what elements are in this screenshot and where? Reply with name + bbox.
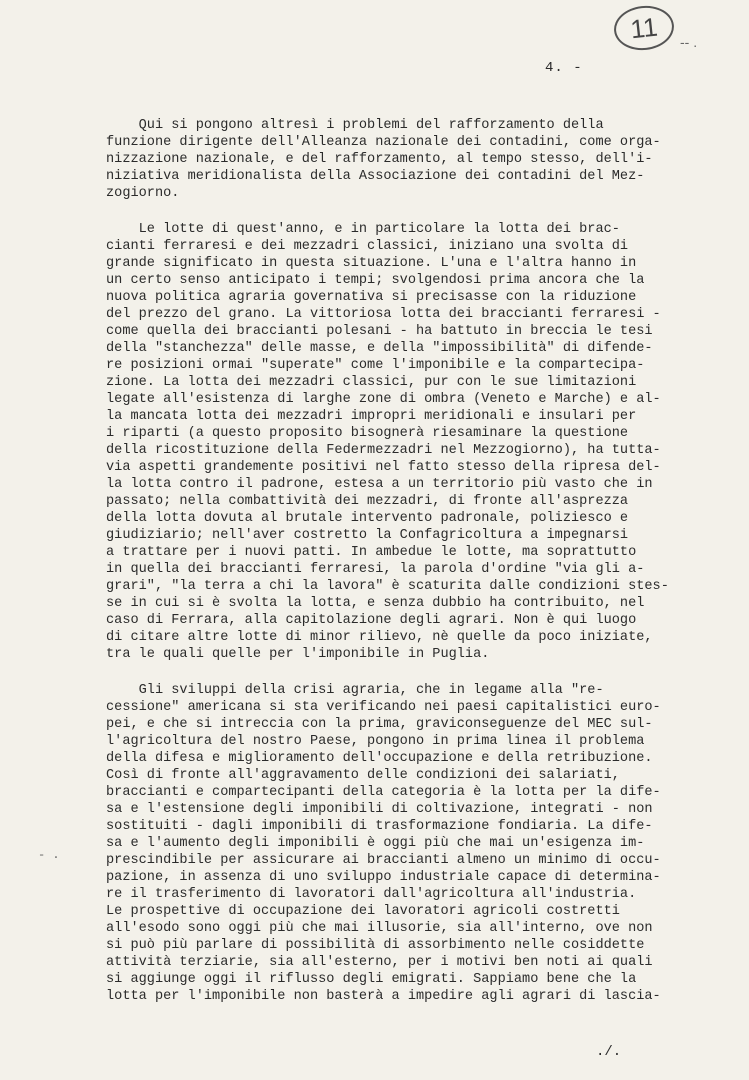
text-line: di citare altre lotte di minor rilievo, nè quelle da poco iniziate, [106,630,653,645]
stamp-number: 11 [628,11,659,44]
text-line: cianti ferraresi e dei mezzadri classici, iniziano una svolta di [106,239,629,254]
text-line: re il trasferimento di lavoratori dall'agricoltura all'industria. [106,887,637,902]
text-line: nuova politica agraria governativa si precisasse con la riduzione [106,290,637,305]
text-line: re posizioni ormai "superate" come l'imponibile e la compartecipa- [106,358,645,373]
text-line: l'agricoltura del nostro Paese, pongono in prima linea il problema [106,734,645,749]
text-line: come quella dei braccianti polesani - ha battuto in breccia le tesi [106,324,653,339]
text-line: la mancata lotta dei mezzadri impropri meridionali e insulari per [106,409,637,424]
text-line: passato; nella combattività dei mezzadri, di fronte all'asprezza [106,494,629,509]
text-line: Così di fronte all'aggravamento delle condizioni dei salariati, [106,768,620,783]
text-line: via aspetti grandemente positivi nel fatto stesso della ripresa del- [106,460,661,475]
text-line: tra le quali quelle per l'imponibile in Puglia. [106,647,490,662]
archive-page-stamp [612,3,676,53]
continuation-mark: ./. [596,1044,622,1060]
text-line: zogiorno. [106,186,180,201]
text-line: braccianti e compartecipanti della categoria è la lotta per la dife- [106,785,661,800]
text-line: sa e l'aumento degli imponibili è oggi più che mai un'esigenza im- [106,836,645,851]
text-line: a trattare per i nuovi patti. In ambedue le lotte, ma soprattutto [106,545,637,560]
text-line: della lotta dovuta al brutale intervento padronale, poliziesco e [106,511,629,526]
text-line: lotta per l'imponibile non basterà a impedire agli agrari di lascia- [106,989,661,1004]
text-line: del prezzo del grano. La vittoriosa lotta dei braccianti ferraresi - [106,307,661,322]
text-line: in quella dei braccianti ferraresi, la parola d'ordine "via gli a- [106,562,645,577]
text-line: cessione" americana si sta verificando nei paesi capitalistici euro- [106,700,661,715]
text-line: grari", "la terra a chi la lavora" è scaturita dalle condizioni stes- [106,579,669,594]
text-line: all'esodo sono oggi più che mai illusorie, sia all'interno, ove non [106,921,653,936]
text-line: funzione dirigente dell'Alleanza nazionale dei contadini, come orga- [106,135,661,150]
text-line: legate all'esistenza di larghe zone di ombra (Veneto e Marche) e al- [106,392,661,407]
text-line: Gli sviluppi della crisi agraria, che in legame alla "re- [106,683,604,698]
text-line: Le prospettive di occupazione dei lavoratori agricoli costretti [106,904,620,919]
text-line: sostituiti - dagli imponibili di trasformazione fondiaria. La dife- [106,819,653,834]
text-line: Qui si pongono altresì i problemi del rafforzamento della [106,118,604,133]
paragraph-gap [106,202,706,221]
text-line: attività terziarie, sia all'esterno, per i motivi ben noti ai quali [106,955,653,970]
text-line: si può più parlare di possibilità di assorbimento nelle cosiddette [106,938,645,953]
text-line: grande significato in questa situazione. L'una e l'altra hanno in [106,256,637,271]
text-line: si aggiunge oggi il riflusso degli emigrati. Sappiamo bene che la [106,972,637,987]
text-line: giudiziario; nell'aver costretto la Confagricoltura a impegnarsi [106,528,629,543]
text-line: niziativa meridionalista della Associazione dei contadini del Mez- [106,169,645,184]
stamp-mark: -- . [680,34,698,50]
text-line: caso di Ferrara, alla capitolazione degli agrari. Non è qui luogo [106,613,637,628]
text-line: i riparti (a questo proposito bisognerà riesaminare la questione [106,426,629,441]
text-line: prescindibile per assicurare ai braccianti almeno un minimo di occu- [106,853,661,868]
text-line: pazione, in assenza di uno sviluppo industriale capace di determina- [106,870,661,885]
paragraph-gap [106,663,706,682]
typed-body-text [106,117,706,1005]
text-line: sa e l'estensione degli imponibili di coltivazione, integrati - non [106,802,653,817]
text-line: nizzazione nazionale, e del rafforzamento, al tempo stesso, dell'i- [106,152,653,167]
text-line: della difesa e miglioramento dell'occupazione e della retribuzione. [106,751,653,766]
text-line: se in cui si è svolta la lotta, e senza dubbio ha contribuito, nel [106,596,645,611]
text-line: della ricostituzione della Federmezzadri nel Mezzogiorno), ha tutta- [106,443,661,458]
text-line: Le lotte di quest'anno, e in particolare la lotta dei brac- [106,222,620,237]
text-line: la lotta contro il padrone, estesa a un territorio più vasto che in [106,477,653,492]
text-line: pei, e che si intreccia con la prima, graviconseguenze del MEC sul- [106,717,653,732]
text-line: zione. La lotta dei mezzadri classici, pur con le sue limitazioni [106,375,637,390]
margin-mark: - . [38,848,60,862]
page-number: 4. - [545,60,583,76]
text-line: un certo senso anticipato i tempi; svolgendosi prima ancora che la [106,273,645,288]
text-line: della "stanchezza" delle masse, e della "impossibilità" di difende- [106,341,653,356]
